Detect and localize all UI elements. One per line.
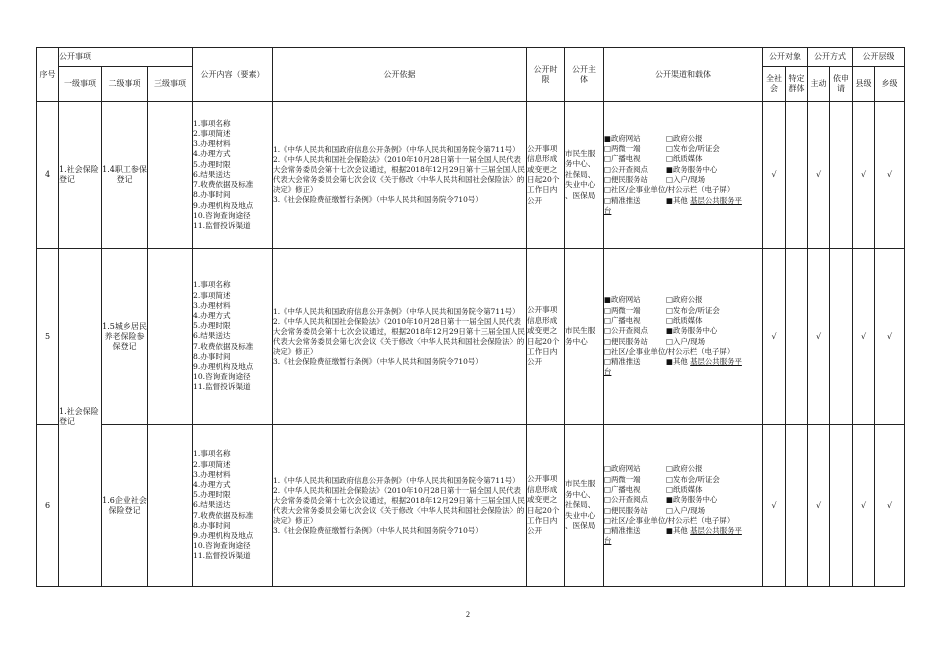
subject-line: 社保局、 [565, 169, 596, 179]
disclosure-table [36, 47, 905, 587]
element-item: 8.办事时间 [193, 190, 231, 200]
channel-option: □入户/现场 [666, 175, 706, 184]
page-number: 2 [466, 610, 470, 619]
row-target-all: √ [763, 102, 786, 249]
row-level2: 1.5城乡居民养老保险参保登记 [102, 249, 148, 425]
element-item: 2.事项简述 [193, 129, 231, 139]
channel-option: □便民服务站 [604, 505, 648, 515]
channel-option: □精准推送 [604, 195, 641, 205]
time-limit-line: 公开 [527, 195, 543, 205]
header-town: 乡级 [875, 67, 905, 102]
header-level1: 一级事项 [59, 67, 102, 102]
channel-option: □政府网站 [604, 464, 641, 474]
basis-item: 2.《中华人民共和国社会保险法》（2010年10月28日第十一届全国人民代表大会常务委员会第十七次会议通过，根据2018年12月29日第十三届全国人民代表大会常务委员会第七次会议《关于修改〈中华人民共和国社会保险法〉的决定》修正） [273, 155, 525, 194]
header-hierarchy: 公开层级 [853, 48, 905, 67]
basis-item: 2.《中华人民共和国社会保险法》（2010年10月28日第十一届全国人民代表大会常务委员会第十七次会议通过，根据2018年12月29日第十三届全国人民代表大会常务委员会第七次会议《关于修改〈中华人民共和国社会保险法〉的决定》修正） [273, 316, 525, 356]
subject-line: 失业中心 [565, 180, 596, 190]
row-basis [273, 249, 527, 425]
element-item: 2.事项简述 [193, 459, 231, 469]
row-time-limit [527, 425, 565, 587]
channel-option: □纸质媒体 [666, 484, 703, 494]
row-county: √ [853, 102, 875, 249]
row-mode-request [830, 425, 853, 587]
row-level3 [148, 249, 193, 425]
channel-option: ■其他 基层公共服务平 [666, 357, 742, 367]
subject-line: 市民生服 [565, 148, 596, 158]
subject-line: 社保局、 [565, 500, 596, 510]
channel-option: □广播电视 [604, 154, 641, 164]
row-level1-merged: 1.社会保险登记 [59, 249, 102, 587]
channel-option: □两微一端 [604, 144, 641, 154]
channel-option: 台 [604, 536, 612, 546]
channel-line [604, 516, 762, 526]
channel-option: ■政府网站 [604, 133, 641, 143]
row-town: √ [875, 425, 905, 587]
channel-option: □政府公报 [666, 464, 703, 474]
header-time-limit-text: 公开时限 [533, 64, 558, 84]
row-target-specific [786, 249, 808, 425]
row-level2: 1.4职工参保登记 [102, 102, 148, 249]
subject-line: 务中心、 [565, 489, 596, 499]
header-target-all [763, 67, 786, 102]
channel-option: ■其他 基层公共服务平 [666, 195, 742, 205]
element-item: 7.收费依据及标准 [193, 341, 254, 351]
header-mode-active: 主动 [808, 67, 830, 102]
element-item: 2.事项简述 [193, 290, 231, 300]
row-level3 [148, 102, 193, 249]
row-town: √ [875, 249, 905, 425]
row-level2: 1.6企业社会保险登记 [102, 425, 148, 587]
element-item: 6.结果送达 [193, 500, 231, 510]
row-target-all: √ [763, 425, 786, 587]
row-time-limit [527, 102, 565, 249]
header-subject-text: 公开主体 [572, 64, 596, 84]
basis-item: 3.《社会保险费征缴暂行条例》（中华人民共和国务院令710号） [273, 195, 483, 204]
row-mode-active: √ [808, 249, 830, 425]
channel-line [604, 475, 762, 485]
element-item: 3.办理材料 [193, 469, 231, 479]
time-limit-line: 公开事项 [527, 305, 558, 315]
channel-option: □社区/企事业单位/村公示栏（电子屏） [604, 346, 735, 356]
channel-option: □精准推送 [604, 526, 641, 536]
table-row [37, 425, 905, 587]
time-limit-line: 工作日内 [527, 185, 558, 195]
channel-line [604, 196, 762, 206]
element-item: 10.咨询查询途径 [193, 210, 251, 220]
row-level3 [148, 425, 193, 587]
row-seq: 4 [37, 102, 59, 249]
row-mode-active: √ [808, 102, 830, 249]
row-mode-request [830, 102, 853, 249]
header-target-specific-text: 特定群体 [788, 74, 805, 93]
element-item: 1.事项名称 [193, 280, 231, 290]
channel-option: □公开查阅点 [604, 326, 648, 336]
header-target: 公开对象 [763, 48, 808, 67]
subject-line: 务中心 [565, 336, 588, 346]
header-time-limit [527, 48, 565, 102]
channel-line [604, 134, 762, 144]
row-channels [604, 249, 763, 425]
time-limit-line: 日起20个 [527, 175, 560, 184]
row-subject [565, 249, 604, 425]
channel-option: □发布会/听证会 [666, 305, 720, 315]
row-channels [604, 102, 763, 249]
element-item: 5.办理时限 [193, 321, 231, 331]
channel-option: ■政务服务中心 [666, 326, 718, 336]
header-mode-request [830, 67, 853, 102]
channel-option: □公开查阅点 [604, 495, 648, 505]
channel-option: □政府公报 [666, 133, 703, 143]
channel-line [604, 485, 762, 495]
header-channel: 公开渠道和载体 [604, 48, 763, 102]
channel-line [604, 357, 762, 367]
time-limit-line: 信息形成 [527, 154, 558, 164]
time-limit-line: 信息形成 [527, 315, 558, 325]
row-county: √ [853, 425, 875, 587]
channel-line [604, 185, 762, 195]
row-channels [604, 425, 763, 587]
time-limit-line: 工作日内 [527, 515, 558, 525]
header-level2: 二级事项 [102, 67, 148, 102]
channel-line [604, 154, 762, 164]
subject-line: 、医保局 [565, 521, 596, 531]
channel-line [604, 206, 762, 216]
element-item: 11.监督投诉渠道 [193, 382, 251, 392]
element-item: 4.办理方式 [193, 310, 231, 320]
table-row [37, 102, 905, 249]
channel-option: □广播电视 [604, 315, 641, 325]
element-item: 5.办理时限 [193, 159, 231, 169]
header-basis: 公开依据 [273, 48, 527, 102]
header-seq: 序号 [37, 48, 59, 102]
row-basis [273, 425, 527, 587]
channel-option: □纸质媒体 [666, 154, 703, 164]
element-item: 4.办理方式 [193, 149, 231, 159]
element-item: 6.结果送达 [193, 169, 231, 179]
row-subject [565, 425, 604, 587]
row-seq: 5 [37, 249, 59, 425]
row-seq: 6 [37, 425, 59, 587]
time-limit-line: 日起20个 [527, 336, 560, 346]
channel-option: 台 [604, 367, 612, 377]
channel-option: □纸质媒体 [666, 315, 703, 325]
channel-option: □入户/现场 [666, 336, 706, 346]
channel-line [604, 295, 762, 305]
header-county: 县级 [853, 67, 875, 102]
channel-option: □发布会/听证会 [666, 144, 720, 154]
element-item: 11.监督投诉渠道 [193, 551, 251, 561]
subject-line: 市民生服 [565, 479, 596, 489]
channel-option: □两微一端 [604, 305, 641, 315]
row-basis [273, 102, 527, 249]
basis-item: 2.《中华人民共和国社会保险法》（2010年10月28日第十一届全国人民代表大会常务委员会第十七次会议通过，根据2018年12月29日第十三届全国人民代表大会常务委员会第七次会议《关于修改〈中华人民共和国社会保险法〉的决定》修正） [273, 485, 525, 525]
subject-line: 失业中心 [565, 510, 596, 520]
row-mode-active: √ [808, 425, 830, 587]
element-item: 8.办事时间 [193, 351, 231, 361]
time-limit-line: 或变更之 [527, 495, 558, 505]
element-item: 9.办理机构及地点 [193, 531, 254, 540]
header-content: 公开内容（要素） [193, 48, 273, 102]
row-mode-request [830, 249, 853, 425]
element-item: 5.办理时限 [193, 490, 231, 500]
row-target-specific [786, 102, 808, 249]
time-limit-line: 信息形成 [527, 484, 558, 494]
channel-line [604, 536, 762, 546]
row-target-specific [786, 425, 808, 587]
channel-line [604, 326, 762, 336]
row-elements [193, 102, 273, 249]
basis-item: 1.《中华人民共和国政府信息公开条例》（中华人民共和国务院令第711号） [273, 475, 520, 485]
row-time-limit [527, 249, 565, 425]
element-item: 1.事项名称 [193, 118, 231, 128]
header-level3: 三级事项 [148, 67, 193, 102]
header-items: 公开事项 [59, 48, 193, 67]
element-item: 9.办理机构及地点 [193, 362, 254, 371]
element-item: 7.收费依据及标准 [193, 180, 254, 190]
channel-option: □政府公报 [666, 295, 703, 305]
row-level1: 1.社会保险登记 [59, 102, 102, 249]
channel-option: □入户/现场 [666, 505, 706, 515]
channel-line [604, 144, 762, 154]
element-item: 4.办理方式 [193, 479, 231, 489]
basis-item: 1.《中华人民共和国政府信息公开条例》（中华人民共和国务院令第711号） [273, 306, 520, 316]
channel-line [604, 526, 762, 536]
channel-option: □发布会/听证会 [666, 474, 720, 484]
row-elements [193, 249, 273, 425]
time-limit-line: 或变更之 [527, 326, 558, 336]
channel-line [604, 175, 762, 185]
channel-line [604, 495, 762, 505]
time-limit-line: 公开事项 [527, 143, 558, 153]
element-item: 7.收费依据及标准 [193, 510, 254, 520]
channel-option: ■政务服务中心 [666, 495, 718, 505]
basis-item: 1.《中华人民共和国政府信息公开条例》（中华人民共和国务院令第711号） [273, 145, 520, 154]
element-item: 1.事项名称 [193, 449, 231, 459]
element-item: 9.办理机构及地点 [193, 200, 254, 210]
channel-option: 台 [604, 205, 612, 215]
element-item: 3.办理材料 [193, 139, 231, 149]
subject-line: 市民生服 [565, 326, 596, 336]
channel-option: □精准推送 [604, 357, 641, 367]
channel-line [604, 316, 762, 326]
header-row-1 [37, 48, 905, 67]
channel-option: □便民服务站 [604, 336, 648, 346]
channel-option: □社区/企事业单位/村公示栏（电子屏） [604, 185, 735, 195]
channel-line [604, 464, 762, 474]
channel-option: □广播电视 [604, 484, 641, 494]
basis-item: 3.《社会保险费征缴暂行条例》（中华人民共和国务院令710号） [273, 356, 483, 366]
channel-line [604, 306, 762, 316]
channel-option: ■其他 基层公共服务平 [666, 526, 742, 536]
element-item: 11.监督投诉渠道 [193, 220, 251, 230]
row-target-all: √ [763, 249, 786, 425]
channel-option: □公开查阅点 [604, 164, 648, 174]
channel-option: □社区/企事业单位/村公示栏（电子屏） [604, 515, 735, 525]
header-mode: 公开方式 [808, 48, 853, 67]
header-target-specific [786, 67, 808, 102]
element-item: 6.结果送达 [193, 331, 231, 341]
time-limit-line: 公开 [527, 526, 543, 536]
channel-option: □两微一端 [604, 474, 641, 484]
row-county: √ [853, 249, 875, 425]
time-limit-line: 公开事项 [527, 474, 558, 484]
channel-option: ■政府网站 [604, 295, 641, 305]
time-limit-line: 工作日内 [527, 346, 558, 356]
channel-line [604, 347, 762, 357]
header-target-all-text: 全社会 [766, 74, 782, 93]
table-row [37, 249, 905, 425]
time-limit-line: 或变更之 [527, 164, 558, 174]
element-item: 3.办理材料 [193, 300, 231, 310]
row-town: √ [875, 102, 905, 249]
channel-line [604, 165, 762, 175]
time-limit-line: 日起20个 [527, 505, 560, 515]
channel-option: □便民服务站 [604, 175, 648, 184]
basis-item: 3.《社会保险费征缴暂行条例》（中华人民共和国务院令710号） [273, 525, 483, 535]
element-item: 10.咨询查询途径 [193, 372, 251, 382]
subject-line: 务中心、 [565, 159, 596, 169]
channel-option: ■政务服务中心 [666, 164, 718, 174]
channel-line [604, 337, 762, 347]
element-item: 8.办事时间 [193, 520, 231, 530]
header-subject [565, 48, 604, 102]
row-subject [565, 102, 604, 249]
channel-line [604, 367, 762, 377]
subject-line: 、医保局 [565, 190, 596, 200]
header-mode-request-text: 依申请 [833, 74, 849, 93]
channel-line [604, 506, 762, 516]
row-elements [193, 425, 273, 587]
element-item: 10.咨询查询途径 [193, 541, 251, 551]
time-limit-line: 公开 [527, 357, 543, 367]
